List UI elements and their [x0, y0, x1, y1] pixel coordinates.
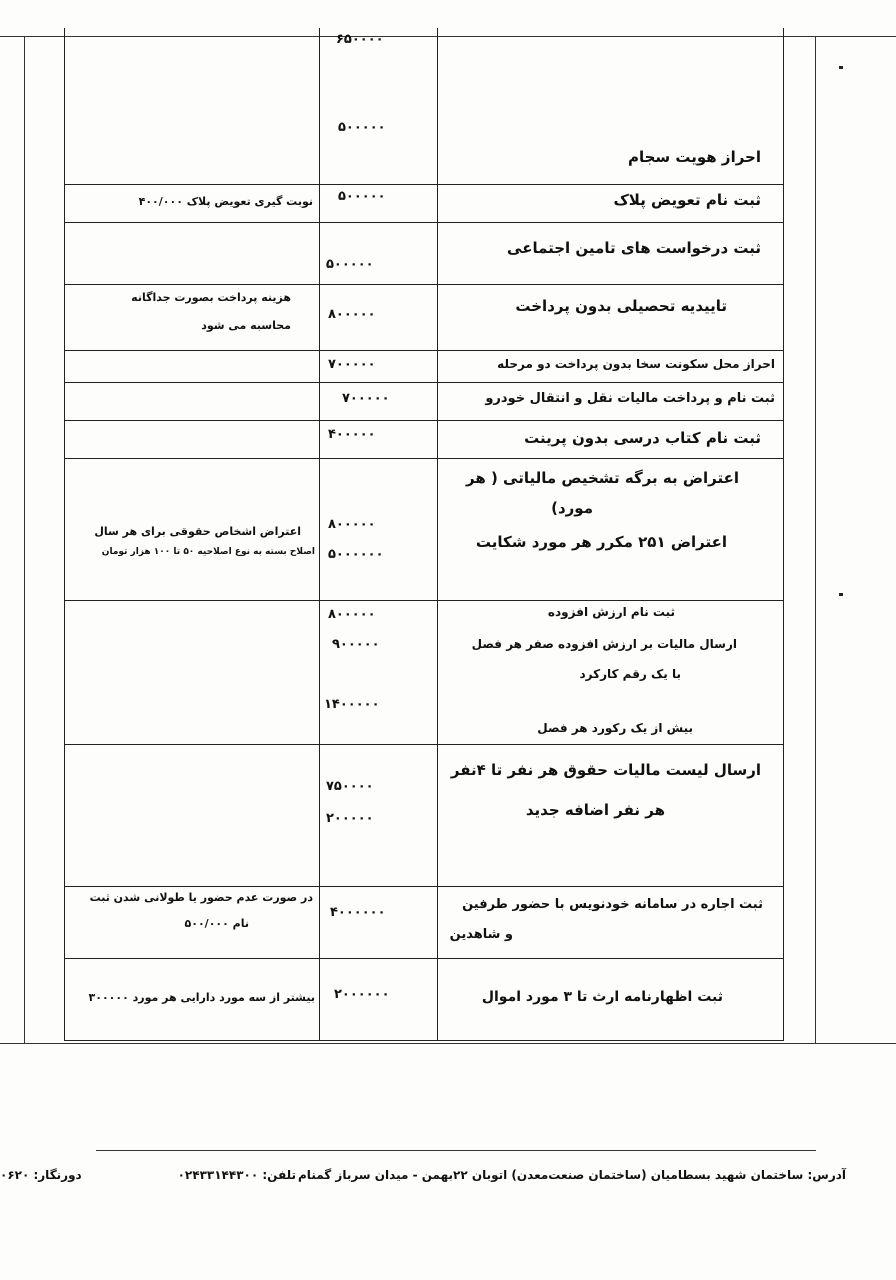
- service-title: ارسال مالیات بر ارزش افزوده صفر هر فصل: [471, 637, 737, 651]
- service-title: ثبت نام ارزش افزوده: [547, 605, 675, 619]
- table-row: [65, 958, 783, 1041]
- note-text: نوبت گیری تعویض پلاک ۴۰۰/۰۰۰: [138, 195, 313, 208]
- note-cell: [65, 601, 321, 744]
- table-row: [65, 222, 783, 284]
- note-cell: [65, 28, 321, 184]
- price-value: ۶۵۰۰۰۰: [336, 32, 384, 47]
- note-cell: [65, 185, 321, 222]
- price-value: ۵۰۰۰۰۰: [338, 189, 386, 204]
- price-cell: [319, 383, 437, 420]
- footer-address: آدرس: ساختمان شهید بسطامیان (ساختمان صنعت‌معدن) اتوبان ۲۲بهمن - میدان سرباز گمنام: [298, 1168, 846, 1182]
- service-title: ثبت اجاره در سامانه خودنویس با حضور طرفین: [462, 897, 763, 912]
- table-row: [65, 600, 783, 744]
- service-cell: [437, 601, 783, 744]
- service-title: ثبت اظهارنامه ارث تا ۳ مورد اموال: [481, 989, 723, 1005]
- service-title: مورد): [551, 499, 593, 517]
- price-cell: [319, 223, 437, 284]
- footer-phone: تلفن: ۰۲۴۳۳۱۴۴۳۰۰: [177, 1168, 296, 1182]
- note-cell: [65, 421, 321, 458]
- right-margin-rule: [815, 36, 816, 1044]
- note-text: هزینه پرداخت بصورت جداگانه: [131, 291, 291, 304]
- table-row: [65, 458, 783, 600]
- service-title: اعتراض ۲۵۱ مکرر هر مورد شکایت: [475, 533, 727, 551]
- service-title: اعتراض به برگه تشخیص مالیاتی ( هر: [465, 469, 739, 487]
- service-cell: [437, 421, 783, 458]
- service-title: احراز محل سکونت سخا بدون پرداخت دو مرحله: [497, 357, 775, 371]
- table-row: [65, 184, 783, 222]
- price-value: ۴۰۰۰۰۰: [328, 427, 376, 442]
- note-text: اعتراض اشخاص حقوقی برای هر سال: [94, 525, 301, 538]
- table-row: [65, 886, 783, 958]
- margin-mark: [839, 593, 843, 596]
- service-title: هر نفر اضافه جدید: [525, 801, 665, 819]
- note-cell: [65, 351, 321, 382]
- service-cell: [437, 223, 783, 284]
- table-row: [65, 284, 783, 350]
- price-cell: [319, 351, 437, 382]
- service-title: ثبت نام و پرداخت مالیات نقل و انتقال خودرو: [485, 391, 775, 406]
- service-cell: [437, 959, 783, 1041]
- note-cell: [65, 459, 321, 600]
- price-value: ۱۴۰۰۰۰۰: [324, 697, 380, 712]
- price-cell: [319, 887, 437, 958]
- price-cell: [319, 421, 437, 458]
- left-margin-rule: [24, 36, 25, 1044]
- price-cell: [319, 601, 437, 744]
- price-cell: [319, 959, 437, 1041]
- price-cell: [319, 285, 437, 350]
- table-row: [65, 382, 783, 420]
- note-cell: [65, 285, 321, 350]
- service-title: ثبت نام تعویض پلاک: [613, 191, 761, 209]
- footer-postal: دورنگار: ۰۶۲۰: [0, 1168, 82, 1182]
- table-row: [65, 28, 783, 184]
- price-value: ۸۰۰۰۰۰: [328, 607, 376, 622]
- price-value: ۸۰۰۰۰۰: [328, 517, 376, 532]
- price-value: ۷۰۰۰۰۰: [328, 357, 376, 372]
- service-cell: [437, 459, 783, 600]
- service-cell: [437, 887, 783, 958]
- price-value: ۷۰۰۰۰۰: [342, 391, 390, 406]
- note-text: نام ۵۰۰/۰۰۰: [184, 917, 249, 930]
- note-cell: [65, 383, 321, 420]
- footer-rule: [96, 1150, 816, 1151]
- price-value: ۵۰۰۰۰۰: [326, 257, 374, 272]
- note-cell: [65, 959, 321, 1041]
- service-title: و شاهدین: [449, 927, 513, 942]
- price-cell: [319, 745, 437, 886]
- price-value: ۵۰۰۰۰۰: [338, 120, 386, 135]
- price-value: ۸۰۰۰۰۰: [328, 307, 376, 322]
- price-value: ۹۰۰۰۰۰: [332, 637, 380, 652]
- service-title: ثبت درخواست های تامین اجتماعی: [507, 239, 761, 257]
- note-cell: [65, 745, 321, 886]
- price-value: ۲۰۰۰۰۰۰: [334, 987, 390, 1002]
- service-title: احراز هویت سجام: [627, 148, 761, 166]
- bottom-rule: [0, 1043, 896, 1044]
- note-cell: [65, 887, 321, 958]
- service-title: ثبت نام کتاب درسی بدون پرینت: [524, 429, 761, 447]
- service-title: با یک رقم کارکرد: [579, 667, 681, 681]
- service-cell: [437, 383, 783, 420]
- price-cell: [319, 185, 437, 222]
- price-cell: [319, 28, 437, 184]
- service-title: بیش از یک رکورد هر فصل: [537, 721, 693, 735]
- service-cell: [437, 185, 783, 222]
- price-cell: [319, 459, 437, 600]
- note-text: بیشتر از سه مورد دارایی هر مورد ۳۰۰۰۰۰: [88, 991, 315, 1004]
- table-row: [65, 420, 783, 458]
- price-value: ۵۰۰۰۰۰۰: [328, 547, 384, 562]
- table-row: [65, 350, 783, 382]
- table-row: [65, 744, 783, 886]
- note-text: اصلاح بسته به نوع اصلاحیه ۵۰ تا ۱۰۰ هزار تومان: [101, 547, 315, 557]
- price-table: [64, 28, 784, 1041]
- note-text: محاسبه می شود: [201, 319, 291, 332]
- service-cell: [437, 28, 783, 184]
- price-value: ۷۵۰۰۰۰: [326, 779, 374, 794]
- price-value: ۲۰۰۰۰۰: [326, 811, 374, 826]
- note-text: در صورت عدم حضور یا طولانی شدن ثبت: [89, 891, 313, 904]
- service-cell: [437, 285, 783, 350]
- margin-mark: [839, 66, 843, 69]
- service-cell: [437, 351, 783, 382]
- service-cell: [437, 745, 783, 886]
- price-value: ۴۰۰۰۰۰۰: [330, 905, 386, 920]
- service-title: تاییدیه تحصیلی بدون پرداخت: [515, 297, 727, 315]
- service-title: ارسال لیست مالیات حقوق هر نفر تا ۴نفر: [450, 761, 761, 779]
- note-cell: [65, 223, 321, 284]
